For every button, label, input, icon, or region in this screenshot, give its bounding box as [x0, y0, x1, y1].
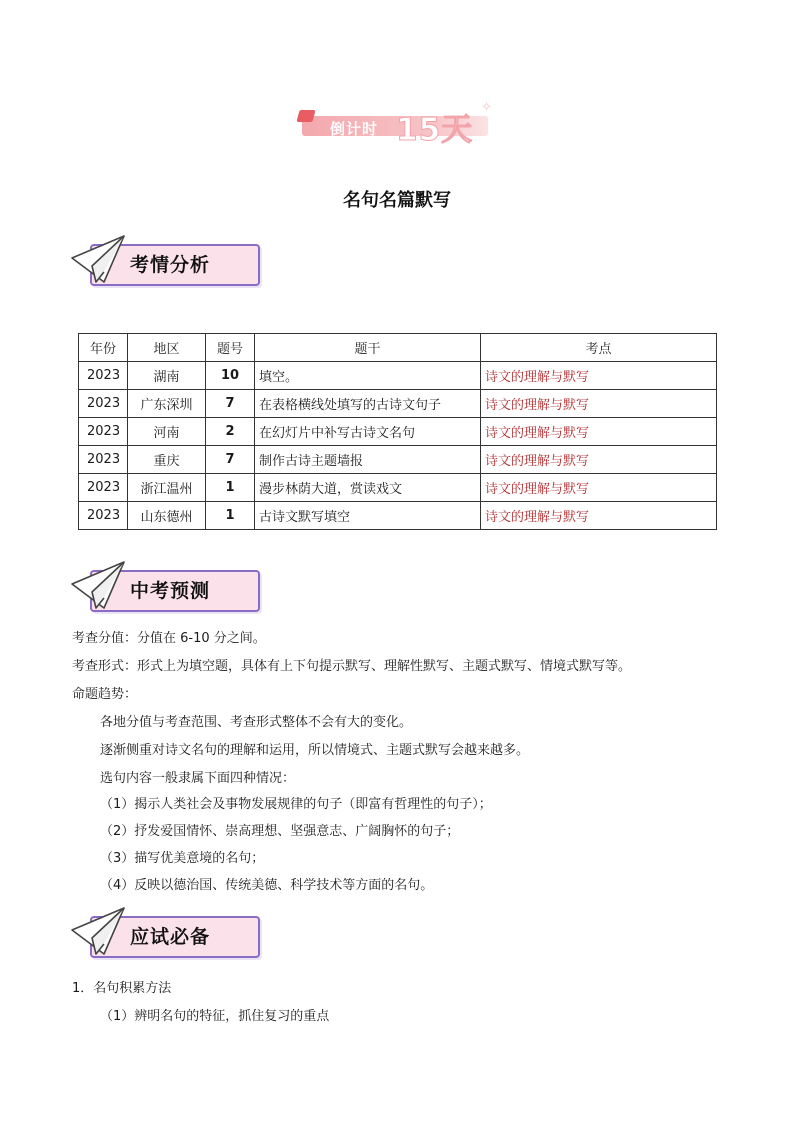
table-row: [79, 474, 717, 502]
cell-region: 重庆: [128, 446, 206, 474]
cell-year: 2023: [79, 418, 128, 446]
table-row: [79, 418, 717, 446]
cell-point: 诗文的理解与默写: [481, 474, 717, 502]
cell-point: 诗文的理解与默写: [481, 418, 717, 446]
section-header-preparation: [70, 912, 262, 962]
column-header-year: 年份: [79, 334, 128, 362]
cell-question: 漫步林荫大道，赏读戏文: [255, 474, 481, 502]
trend-label: 命题趋势：: [72, 687, 138, 702]
cell-region: 广东深圳: [128, 390, 206, 418]
banner-days: 15天: [396, 112, 474, 148]
column-header-question: 题干: [255, 334, 481, 362]
column-header-region: 地区: [128, 334, 206, 362]
cell-number: 7: [206, 446, 255, 474]
paper-plane-icon: [70, 904, 128, 960]
cell-region: 湖南: [128, 362, 206, 390]
table-header-row: [79, 334, 717, 362]
table-row: [79, 502, 717, 530]
cell-number: 10: [206, 362, 255, 390]
cell-year: 2023: [79, 390, 128, 418]
cell-question: 在幻灯片中补写古诗文名句: [255, 418, 481, 446]
section-header-prediction: [70, 566, 262, 616]
method-heading: 1．名句积累方法: [72, 981, 172, 996]
document-title: 名句名篇默写: [343, 190, 451, 211]
cell-region: 浙江温州: [128, 474, 206, 502]
paper-plane-icon: [70, 232, 128, 288]
trend-line: （3）描写优美意境的名句；: [100, 851, 265, 866]
trend-line: 逐渐侧重对诗文名句的理解和运用，所以情境式、主题式默写会越来越多。: [100, 743, 530, 758]
banner-label: 倒计时: [330, 120, 379, 138]
score-line: 考查分值：分值在 6-10 分之间。: [72, 631, 266, 646]
cell-question: 填空。: [255, 362, 481, 390]
countdown-banner: [298, 100, 494, 148]
exam-analysis-table: [78, 333, 717, 530]
method-subitem: （1）辨明名句的特征，抓住复习的重点: [100, 1009, 330, 1024]
trend-line: （4）反映以德治国、传统美德、科学技术等方面的名句。: [100, 878, 434, 893]
trend-line: （2）抒发爱国情怀、崇高理想、坚强意志、广阔胸怀的句子；: [100, 824, 460, 839]
cell-region: 山东德州: [128, 502, 206, 530]
cell-point: 诗文的理解与默写: [481, 362, 717, 390]
cell-point: 诗文的理解与默写: [481, 390, 717, 418]
cell-number: 1: [206, 474, 255, 502]
section-title: 考情分析: [130, 254, 211, 276]
cell-point: 诗文的理解与默写: [481, 502, 717, 530]
cell-question: 在表格横线处填写的古诗文句子: [255, 390, 481, 418]
cell-point: 诗文的理解与默写: [481, 446, 717, 474]
trend-line: （1）揭示人类社会及事物发展规律的句子（即富有哲理性的句子）；: [100, 797, 492, 812]
cell-number: 1: [206, 502, 255, 530]
column-header-point: 考点: [481, 334, 717, 362]
section-header-analysis: [70, 240, 262, 290]
paper-plane-icon: [70, 558, 128, 614]
sparkle-icon: ✧: [481, 100, 492, 115]
table-row: [79, 446, 717, 474]
cell-year: 2023: [79, 446, 128, 474]
column-header-number: 题号: [206, 334, 255, 362]
trend-line: 选句内容一般隶属下面四种情况：: [100, 771, 296, 786]
form-line: 考查形式：形式上为填空题，具体有上下句提示默写、理解性默写、主题式默写、情境式默写等。: [72, 659, 632, 674]
section-title: 中考预测: [130, 580, 211, 602]
cell-question: 古诗文默写填空: [255, 502, 481, 530]
cell-number: 7: [206, 390, 255, 418]
section-title: 应试必备: [130, 926, 211, 948]
cell-question: 制作古诗主题墙报: [255, 446, 481, 474]
trend-line: 各地分值与考查范围、考查形式整体不会有大的变化。: [100, 715, 413, 730]
cell-region: 河南: [128, 418, 206, 446]
flag-icon: [296, 110, 315, 122]
cell-number: 2: [206, 418, 255, 446]
table-row: [79, 362, 717, 390]
cell-year: 2023: [79, 362, 128, 390]
cell-year: 2023: [79, 502, 128, 530]
table-row: [79, 390, 717, 418]
cell-year: 2023: [79, 474, 128, 502]
